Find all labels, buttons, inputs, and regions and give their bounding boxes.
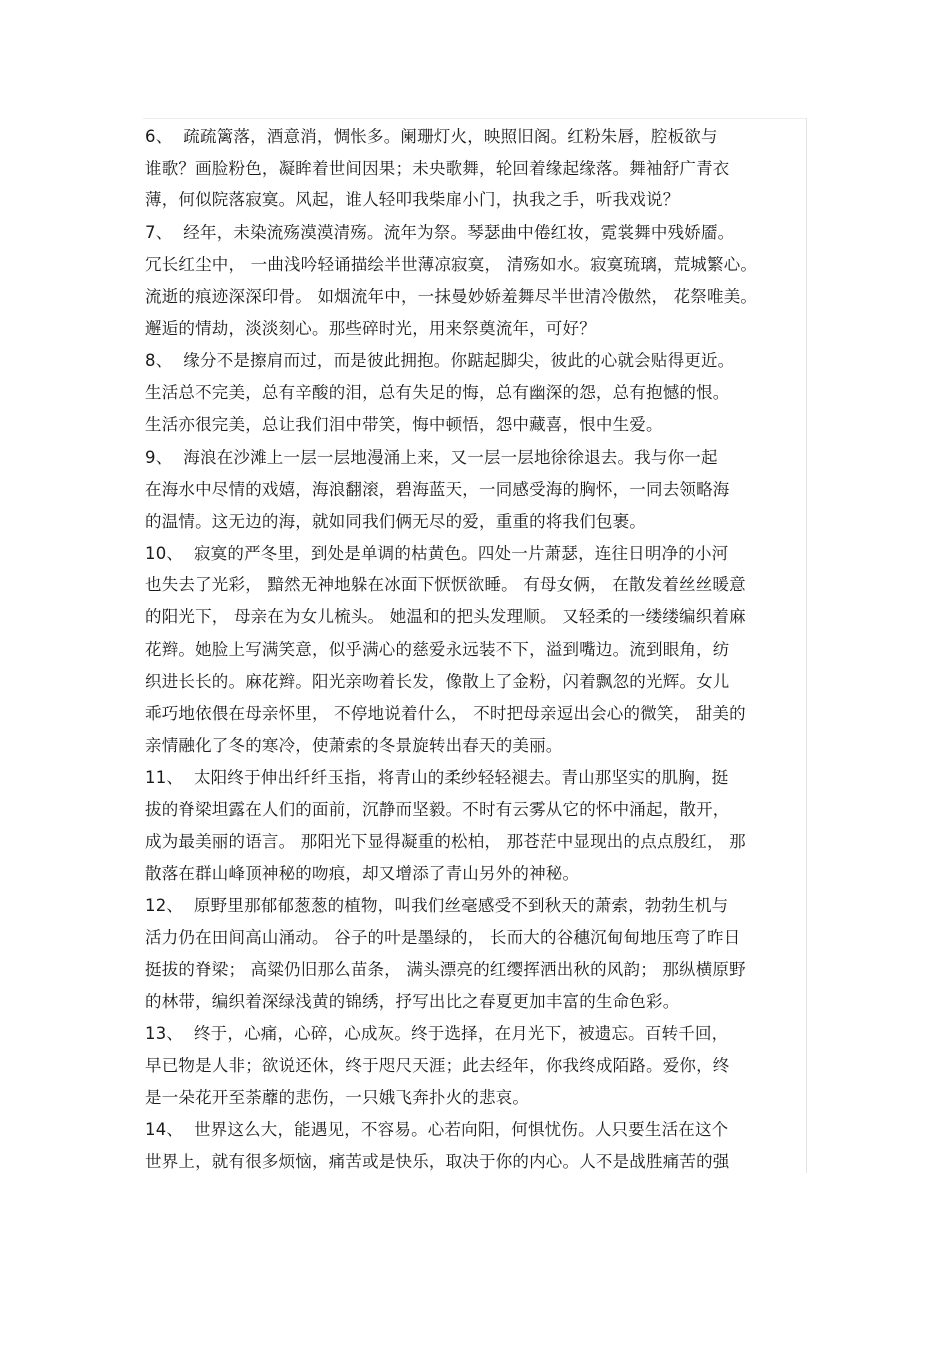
text-line: 在海水中尽情的戏嬉，海浪翻滚，碧海蓝天，一同感受海的胸怀，一同去领略海 [145,480,730,499]
text-line: 6、 疏疏篱落，酒意消，惆怅多。阑珊灯火，映照旧阁。红粉朱唇，腔板欲与 [145,127,718,146]
text-line: 邂逅的情劫，淡淡刻心。那些碎时光，用来祭奠流年，可好？ [145,319,596,338]
text-line: 的林带，编织着深绿浅黄的锦绣，抒写出比之春夏更加丰富的生命色彩。 [145,992,680,1011]
text-line: 10、 寂寞的严冬里，到处是单调的枯黄色。四处一片萧瑟，连往日明净的小河 [145,544,729,563]
text-line: 是一朵花开至荼蘼的悲伤，一只娥飞奔扑火的悲哀。 [145,1088,530,1107]
text-line: 9、 海浪在沙滩上一层一层地漫涌上来，又一层一层地徐徐退去。我与你一起 [145,448,718,467]
text-line: 早已物是人非；欲说还休，终于咫尺天涯；此去经年，你我终成陌路。爱你，终 [145,1056,730,1075]
text-line: 生活亦很完美，总让我们泪中带笑，悔中顿悟，怨中藏喜，恨中生爱。 [145,415,663,434]
text-line: 11、 太阳终于伸出纤纤玉指，将青山的柔纱轻轻褪去。青山那坚实的肌胸，挺 [145,768,729,787]
text-line: 活力仍在田间高山涌动。 谷子的叶是墨绿的， 长而大的谷穗沉甸甸地压弯了昨日 [145,928,741,947]
text-line: 7、 经年，未染流殇漠漠清殇。流年为祭。琴瑟曲中倦红妆，霓裳舞中残娇靥。 [145,223,735,242]
text-line: 世界上，就有很多烦恼，痛苦或是快乐，取决于你的内心。人不是战胜痛苦的强 [145,1152,730,1171]
text-line: 拔的脊梁坦露在人们的面前，沉静而坚毅。不时有云雾从它的怀中涌起，散开， [145,800,730,819]
page-border-top [143,118,807,119]
text-line: 13、 终于，心痛，心碎，心成灰。终于选择，在月光下，被遗忘。百转千回， [145,1024,729,1043]
text-line: 的温情。这无边的海，就如同我们俩无尽的爱，重重的将我们包裹。 [145,512,646,531]
text-line: 挺拔的脊梁； 高粱仍旧那么苗条， 满头漂亮的红缨挥洒出秋的风韵； 那纵横原野 [145,960,746,979]
text-line: 乖巧地依偎在母亲怀里， 不停地说着什么， 不时把母亲逗出会心的微笑， 甜美的 [145,704,746,723]
text-line: 亲情融化了冬的寒冷，使萧索的冬景旋转出春天的美丽。 [145,736,563,755]
text-line: 散落在群山峰顶神秘的吻痕，却又增添了青山另外的神秘。 [145,864,580,883]
text-line: 成为最美丽的语言。 那阳光下显得凝重的松柏， 那苍茫中显现出的点点殷红， 那 [145,832,746,851]
text-line: 冗长红尘中， 一曲浅吟轻诵描绘半世薄凉寂寞， 清殇如水。寂寞琉璃，荒城繁心。 [145,255,758,274]
text-line: 谁歌？画脸粉色，凝眸着世间因果；未央歌舞，轮回着缘起缘落。舞袖舒广青衣 [145,159,730,178]
text-line: 14、 世界这么大，能遇见，不容易。心若向阳，何惧忧伤。人只要生活在这个 [145,1120,729,1139]
page-border-right [806,118,807,1173]
text-line: 流逝的痕迹深深印骨。 如烟流年中，一抹曼妙娇羞舞尽半世清冷傲然， 花祭唯美。 [145,287,758,306]
text-line: 12、 原野里那郁郁葱葱的植物，叫我们丝毫感受不到秋天的萧索，勃勃生机与 [145,896,729,915]
text-line: 8、 缘分不是擦肩而过，而是彼此拥抱。你踮起脚尖，彼此的心就会贴得更近。 [145,351,735,370]
text-line: 的阳光下， 母亲在为女儿梳头。 她温和的把头发理顺。 又轻柔的一缕缕编织着麻 [145,607,746,626]
text-line: 织进长长的。麻花辫。阳光亲吻着长发，像散上了金粉，闪着飘忽的光辉。女儿 [145,672,730,691]
text-line: 也失去了光彩， 黯然无神地躲在冰面下恹恹欲睡。 有母女俩， 在散发着丝丝暖意 [145,575,746,594]
text-line: 薄，何似院落寂寞。风起，谁人轻叩我柴扉小门，执我之手，听我戏说？ [145,190,680,209]
text-line: 花辫。她脸上写满笑意，似乎满心的慈爱永远装不下，溢到嘴边。流到眼角，纺 [145,640,730,659]
text-line: 生活总不完美，总有辛酸的泪，总有失足的悔，总有幽深的怨，总有抱憾的恨。 [145,383,730,402]
